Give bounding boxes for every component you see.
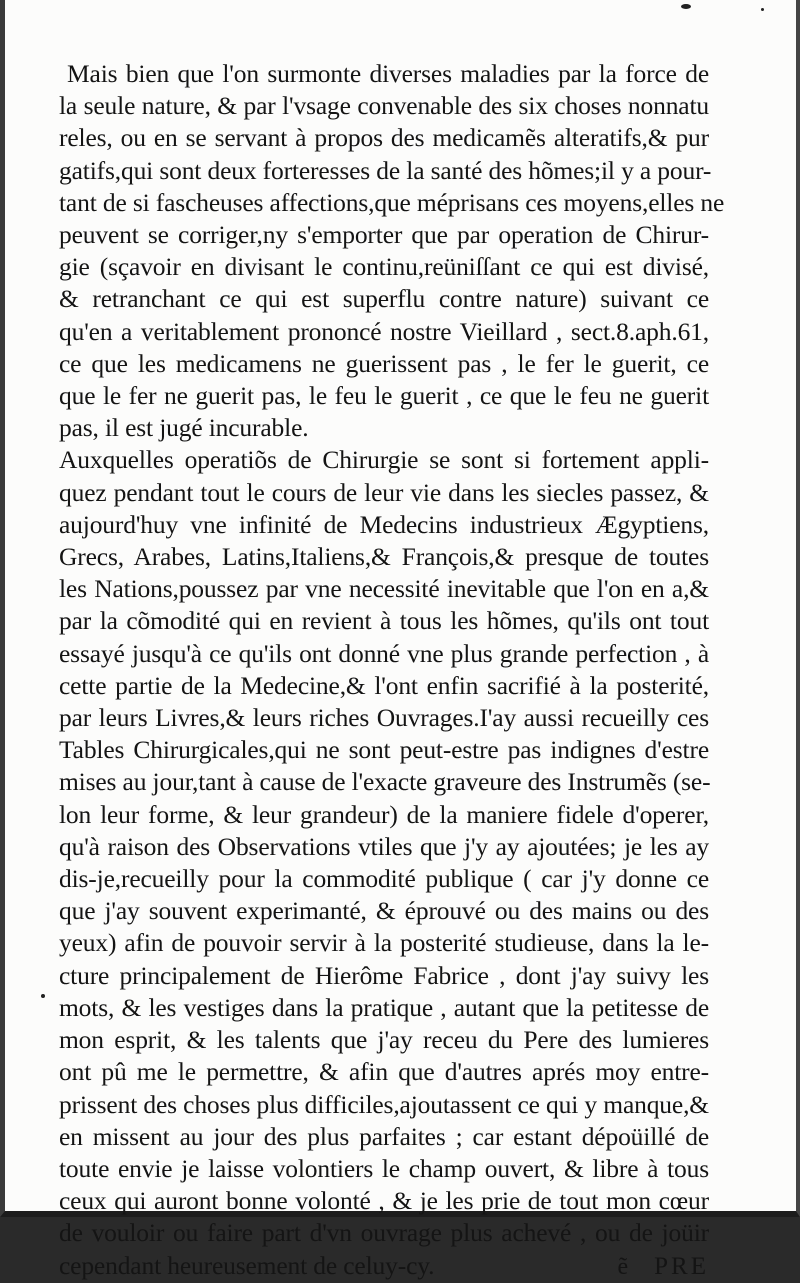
text-line: mises au jour,tant à cause de l'exacte graveure des Instrumẽs (se- [59, 767, 711, 797]
body-text [59, 58, 725, 1283]
text-line: Tables Chirurgicales,qui ne sont peut-estre pas indignes d'estre [59, 735, 709, 765]
text-line: aujourd'huy vne infinité de Medecins industrieux Ægyptiens, [59, 509, 709, 539]
text-line: reles, ou en se servant à propos des medicamẽs alteratifs,& pur [59, 123, 709, 153]
text-line: ont pû me le permettre, & afin que d'autres aprés moy entre- [59, 1057, 709, 1087]
text-line: tant de si fascheuses affections,que méprisans ces moyens,elles ne [59, 187, 725, 217]
text-line: de vouloir ou faire part d'vn ouvrage plus achevé , ou de joüir [59, 1218, 709, 1248]
text-line: la seule nature, & par l'vsage convenable des six choses nonnatu [59, 91, 709, 121]
text-line: mon esprit, & les talents que j'ay receu du Pere des lumieres [59, 1025, 709, 1055]
ink-speck [761, 8, 764, 11]
text-line: dis-je,recueilly pour la commodité publique ( car j'y donne ce [59, 864, 709, 894]
text-line: par la cõmodité qui en revient à tous les hõmes, qu'ils ont tout [59, 606, 709, 636]
text-line: yeux) afin de pouvoir servir à la posterité studieuse, dans la le- [59, 928, 709, 958]
text-line: essayé jusqu'à ce qu'ils ont donné vne plus grande perfection , à [59, 638, 709, 668]
text-line: peuvent se corriger,ny s'emporter que par operation de Chirur- [59, 220, 709, 250]
text-line: gie (sçavoir en divisant le continu,reüniſſant ce qui est divisé, [59, 252, 709, 282]
text-line: ce que les medicamens ne guerissent pas , le fer le guerit, ce [59, 348, 709, 378]
ink-speck [41, 994, 45, 998]
text-line: toute envie je laisse volontiers le champ ouvert, & libre à tous [59, 1153, 709, 1183]
text-line: Mais bien que l'on surmonte diverses maladies par la force de [67, 59, 709, 88]
text-line: que j'ay souvent experimanté, & éprouvé ou des mains ou des [59, 896, 709, 926]
text-line: ceux qui auront bonne volonté , & je les prie de tout mon cœur [59, 1186, 709, 1216]
book-page [5, 0, 796, 1280]
text-line: quez pendant tout le cours de leur vie dans les siecles passez, & [59, 477, 709, 507]
text-line: cture principalement de Hierôme Fabrice , dont j'ay suivy les [59, 960, 709, 990]
ink-speck [681, 4, 691, 9]
text-line: prissent des choses plus difficiles,ajoutassent ce qui y manque,& [59, 1089, 709, 1119]
text-line: & retranchant ce qui est superflu contre nature) suivant ce [59, 284, 709, 314]
text-line: mots, & les vestiges dans la pratique , autant que la petitesse de [59, 992, 709, 1022]
text-line: que le fer ne guerit pas, le feu le guerit , ce que le feu ne guerit [59, 381, 709, 411]
text-line: lon leur forme, & leur grandeur) de la maniere fidele d'operer, [59, 799, 709, 829]
text-line: gatifs,qui sont deux forteresses de la santé des hõmes;il y a pour- [59, 155, 712, 185]
text-line: Grecs, Arabes, Latins,Italiens,& François,& presque de toutes [59, 542, 709, 572]
text-line: cette partie de la Medecine,& l'ont enfin sacrifié à la posterité, [59, 670, 709, 700]
paragraph-2 [59, 444, 709, 1282]
text-line: cependant heureusement de celuy-cy. [59, 1250, 435, 1280]
text-line: en missent au jour des plus parfaites ; car estant dépoüillé de [59, 1121, 709, 1151]
text-line: qu'en a veritablement prononcé nostre Vieillard , sect.8.aph.61, [59, 316, 709, 346]
signature-mark: ẽ [617, 1253, 629, 1280]
text-line: pas, il est jugé incurable. [59, 413, 309, 443]
last-line-row [59, 1250, 709, 1283]
text-line: Auxquelles operatiõs de Chirurgie se sont si fortement appli- [59, 445, 709, 475]
text-line: qu'à raison des Observations vtiles que j'y ay ajoutées; je les ay [59, 831, 709, 861]
text-line: par leurs Livres,& leurs riches Ouvrages.I'ay aussi recueilly ces [59, 703, 709, 733]
paragraph-1 [59, 58, 725, 444]
text-line: les Nations,poussez par vne necessité inevitable que l'on en a,& [59, 574, 709, 604]
catchword: PRE [654, 1252, 709, 1280]
